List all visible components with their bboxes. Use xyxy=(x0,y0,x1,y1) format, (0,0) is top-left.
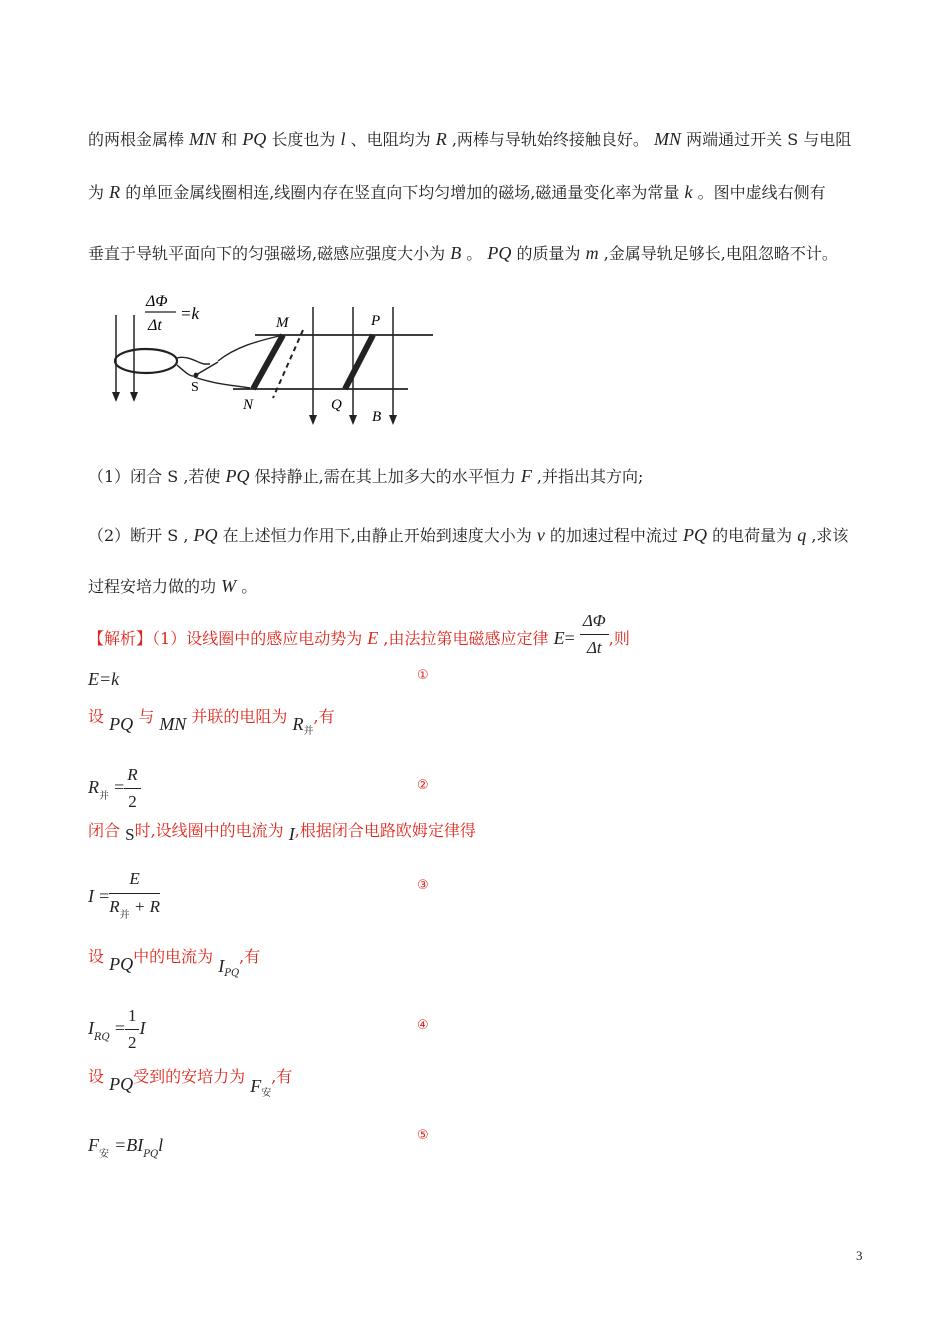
question-2-cont: 过程安培力做的功 W 。 xyxy=(88,576,258,596)
solution-step-2: 设 PQ 与 MN 并联的电阻为 $R_并$,有 xyxy=(88,707,335,737)
rod-label-p: P xyxy=(371,313,381,329)
page-number: 3 xyxy=(856,1248,863,1263)
problem-line-3: 垂直于导轨平面向下的匀强磁场,磁感应强度大小为 B 。 PQ 的质量为 m ,金属导轨足够长,电阻忽略不计。 xyxy=(88,243,838,263)
equation-5: $F_安 =BI_{PQ}l$ xyxy=(88,1135,164,1160)
rod-label-n: N xyxy=(243,397,254,413)
equation-number-4: ④ xyxy=(417,1018,429,1033)
equation-3-fraction: $\frac{E}{R_并 + R}$ xyxy=(109,869,160,921)
solution-tag: 【解析】 xyxy=(88,629,153,648)
problem-line-2: 为 R 的单匝金属线圈相连,线圈内存在竖直向下均匀增加的磁场,磁通量变化率为常量 k 。图中虚线右侧有 xyxy=(88,182,826,202)
solution-step-3: 闭合 S时,设线圈中的电流为 I,根据闭合电路欧姆定律得 xyxy=(88,821,476,844)
equation-number-2: ② xyxy=(417,778,429,793)
circuit-figure xyxy=(88,285,448,435)
field-label-b: B xyxy=(372,409,382,425)
equation-number-5: ⑤ xyxy=(417,1128,429,1143)
equation-2-fraction: $\frac{R}{2}$ xyxy=(124,764,140,813)
coil xyxy=(115,349,177,373)
question-1: （1）闭合 S ,若使 PQ 保持静止,需在其上加多大的水平恒力 F ,并指出其方向; xyxy=(88,466,644,486)
solution-step-4: 设 PQ中的电流为 $I_{PQ}$,有 xyxy=(88,947,261,979)
equation-number-3: ③ xyxy=(417,878,429,893)
flux-rate-den: Δt xyxy=(148,317,162,334)
problem-line-1: 的两根金属棒 MN 和 PQ 长度也为 l 、电阻均为 R ,两棒与导轨始终接触良好。 MN 两端通过开关 S 与电阻 xyxy=(88,129,852,149)
solution-step-5: 设 PQ受到的安培力为 $F_安$,有 xyxy=(88,1067,293,1099)
equation-4: $I_{RQ}$ = $\frac{1}{2}$ I xyxy=(88,1006,146,1052)
equation-4-fraction: $\frac{1}{2}$ xyxy=(125,1005,140,1054)
switch-label: S xyxy=(191,380,199,395)
rod-label-m: M xyxy=(276,315,289,331)
flux-rate-eq: =k xyxy=(180,304,200,323)
equation-number-1: ① xyxy=(417,668,429,683)
equation-2: $R_并$ = $\frac{R}{2}$ xyxy=(88,764,141,813)
equation-3: I = $\frac{E}{R_并 + R}$ xyxy=(88,868,160,927)
rod-label-q: Q xyxy=(331,397,342,413)
faraday-fraction: $\frac{\Delta\Phi}{\Delta t}$ xyxy=(580,610,609,659)
flux-rate-num: ΔΦ xyxy=(146,293,168,310)
question-2: （2）断开 S , PQ 在上述恒力作用下,由静止开始到速度大小为 v 的加速过程中流过 PQ 的电荷量为 q ,求该 xyxy=(88,525,849,545)
solution-intro: 【解析】（1）设线圈中的感应电动势为 E ,由法拉第电磁感应定律 E= $\frac{\Delta\Phi}{\Delta t}$ ,则 xyxy=(88,611,630,657)
equation-1: E=k xyxy=(88,669,120,689)
